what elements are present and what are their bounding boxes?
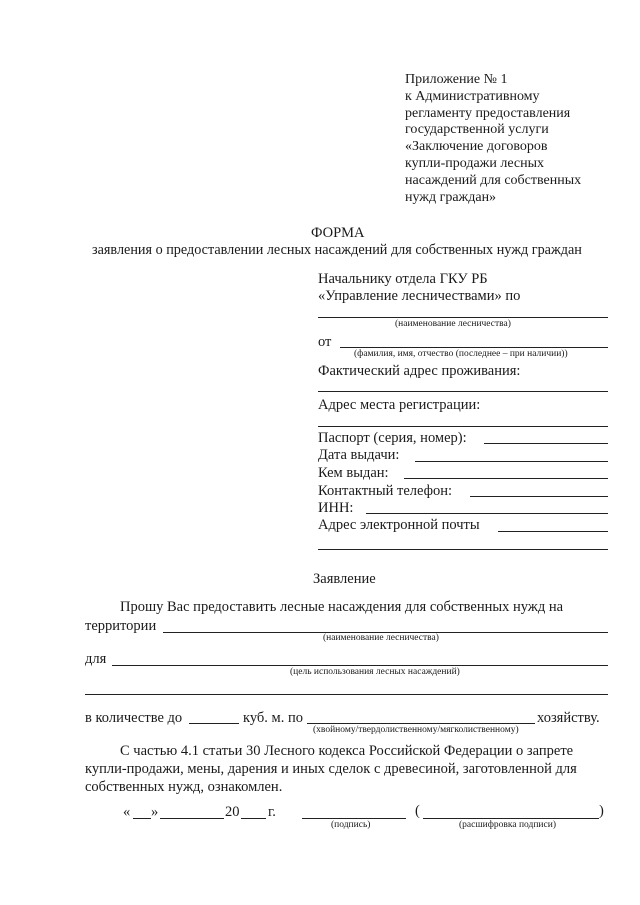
addressee-line-1: Начальнику отдела ГКУ РБ: [318, 271, 488, 287]
territory-label: территории: [85, 618, 157, 634]
passport-field[interactable]: [484, 443, 608, 444]
actual-address-field[interactable]: [318, 391, 608, 392]
inn-label: ИНН:: [318, 500, 354, 516]
issued-by-label: Кем выдан:: [318, 465, 389, 481]
economy-suffix: хозяйству.: [537, 710, 600, 726]
request-line: Прошу Вас предоставить лесные насаждения для собственных нужд на: [120, 599, 564, 615]
month-field[interactable]: [160, 818, 224, 819]
issue-date-field[interactable]: [415, 461, 608, 462]
signature-field[interactable]: [302, 818, 406, 819]
day-field[interactable]: [133, 818, 151, 819]
from-label: от: [318, 334, 332, 350]
email-field[interactable]: [498, 531, 608, 532]
quantity-unit: куб. м. по: [243, 710, 303, 726]
decoding-paren-close: ): [599, 803, 604, 819]
date-quote-open: «: [123, 804, 131, 820]
appendix-line: регламенту предоставления: [405, 105, 571, 121]
appendix-line: «Заключение договоров: [405, 139, 548, 155]
appendix-line: к Административному: [405, 88, 540, 104]
year-prefix: 20: [225, 804, 240, 820]
issue-date-label: Дата выдачи:: [318, 447, 400, 463]
decoding-caption: (расшифровка подписи): [459, 820, 556, 830]
appendix-block: [405, 72, 581, 206]
form-subtitle: заявления о предоставлении лесных насаждений для собственных нужд граждан: [92, 242, 582, 258]
passport-label: Паспорт (серия, номер):: [318, 430, 467, 446]
decoding-paren-open: (: [415, 803, 420, 819]
email-field-continuation[interactable]: [318, 549, 608, 550]
addressee-line-2: «Управление лесничествами» по: [318, 288, 521, 304]
phone-label: Контактный телефон:: [318, 483, 453, 499]
appendix-line: государственной услуги: [405, 122, 549, 138]
appendix-line: купли-продажи лесных: [405, 155, 544, 171]
signature-caption: (подпись): [331, 820, 371, 830]
signature-decoding-field[interactable]: [423, 818, 599, 819]
issued-by-field[interactable]: [404, 478, 608, 479]
name-caption: (фамилия, имя, отчество (последнее – при наличии)): [354, 349, 568, 359]
appendix-line: Приложение № 1: [405, 72, 508, 87]
email-label: Адрес электронной почты: [318, 517, 480, 533]
applicant-name-field[interactable]: [340, 347, 608, 348]
registration-address-label: Адрес места регистрации:: [318, 397, 481, 413]
phone-field[interactable]: [470, 496, 608, 497]
appendix-line: насаждений для собственных: [405, 172, 582, 188]
law-line-3: собственных нужд, ознакомлен.: [85, 779, 283, 795]
for-label: для: [85, 651, 107, 667]
quantity-field[interactable]: [189, 723, 239, 724]
year-suffix: г.: [268, 804, 276, 820]
inn-field[interactable]: [366, 513, 608, 514]
forestry-name-field[interactable]: [318, 317, 608, 318]
year-field[interactable]: [241, 818, 266, 819]
economy-type-field[interactable]: [307, 723, 535, 724]
forestry-caption: (наименование лесничества): [395, 319, 511, 329]
law-line-2: купли-продажи, мены, дарения и иных сделок с древесиной, заготовленной для: [85, 761, 577, 777]
registration-address-field[interactable]: [318, 426, 608, 427]
actual-address-label: Фактический адрес проживания:: [318, 363, 521, 379]
statement-heading: Заявление: [313, 571, 376, 587]
quantity-prefix: в количестве до: [85, 710, 183, 726]
economy-caption: (хвойному/твердолиственному/мягколиственному): [313, 725, 519, 735]
purpose-field[interactable]: [112, 665, 608, 666]
purpose-caption: (цель использования лесных насаждений): [290, 667, 460, 677]
territory-caption: (наименование лесничества): [323, 633, 439, 643]
appendix-line: нужд граждан»: [405, 189, 497, 205]
law-line-1: С частью 4.1 статьи 30 Лесного кодекса Российской Федерации о запрете: [120, 743, 574, 759]
form-title: ФОРМА: [311, 225, 365, 241]
purpose-field-continuation[interactable]: [85, 694, 608, 695]
date-quote-close: »: [151, 804, 159, 820]
